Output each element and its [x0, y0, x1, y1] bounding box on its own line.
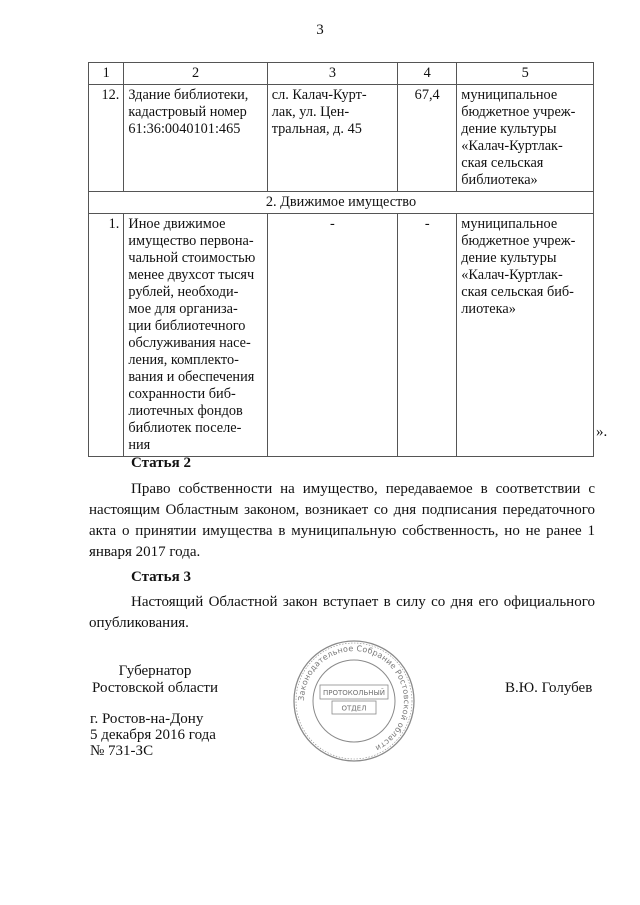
- table-header-row: [89, 63, 594, 85]
- property-area: -: [398, 214, 457, 457]
- stamp-center-line1: ПРОТОКОЛЬНЫЙ: [322, 689, 386, 697]
- property-address: -: [267, 214, 397, 457]
- article-2-text: Право собственности на имущество, передаваемое в соответствии с настоящим Областным законом, возникает со дня подписания передаточного акта о принятии имущества в муниципальную собственность, но не ранее 1 января 2017 года.: [89, 481, 595, 560]
- document-date: 5 декабря 2016 года: [90, 727, 216, 743]
- property-area: 67,4: [398, 85, 457, 192]
- property-holder: муниципальное бюджетное учреж- дение культуры «Калач-Куртлак- ская сельская библиотека»: [457, 85, 594, 192]
- signatory-name: В.Ю. Голубев: [505, 680, 593, 696]
- document-place: г. Ростов-на-Дону: [90, 711, 204, 727]
- stamp-center-line2: ОТДЕЛ: [341, 704, 367, 713]
- property-holder: муниципальное бюджетное учреж- дение культуры «Калач-Куртлак- ская сельская биб- лиотека»: [457, 214, 594, 457]
- document-number: № 731-ЗС: [90, 743, 154, 759]
- header-col-1: 1: [89, 63, 124, 85]
- section-row: [89, 192, 594, 214]
- governor-title: [88, 663, 222, 697]
- article-2-heading: Статья 2: [131, 455, 191, 471]
- header-col-3: 3: [267, 63, 397, 85]
- closing-quote: ».: [596, 424, 608, 440]
- table-row: [89, 214, 594, 457]
- table-row: [89, 85, 594, 192]
- governor-title-line2: Ростовской области: [92, 680, 218, 696]
- header-col-5: 5: [457, 63, 594, 85]
- header-col-2: 2: [124, 63, 267, 85]
- property-table: [88, 62, 594, 457]
- article-3-heading: Статья 3: [131, 569, 191, 585]
- property-name: Иное движимое имущество первона- чальной стоимостью менее двухсот тысяч рублей, необходи- мое для организа- ции библиотечного обслуживания насе- ления, комплекто- вания и обеспечения сохранности биб- лиотечных фондов библиотек поселе- ния: [124, 214, 267, 457]
- row-number: 12.: [89, 85, 124, 192]
- official-stamp: [292, 639, 416, 763]
- page-number: 3: [316, 22, 324, 38]
- property-name: Здание библиотеки, кадастровый номер 61:36:0040101:465: [124, 85, 267, 192]
- property-address: сл. Калач-Курт- лак, ул. Цен- тральная, д. 45: [267, 85, 397, 192]
- section-title: 2. Движимое имущество: [89, 192, 594, 214]
- stamp-ring-text: Законодательное Собрание Ростовской области: [296, 643, 412, 753]
- row-number: 1.: [89, 214, 124, 457]
- header-col-4: 4: [398, 63, 457, 85]
- governor-title-line1: Губернатор: [118, 663, 192, 679]
- article-3-text: Настоящий Областной закон вступает в силу со дня его официального опубликования.: [89, 594, 595, 631]
